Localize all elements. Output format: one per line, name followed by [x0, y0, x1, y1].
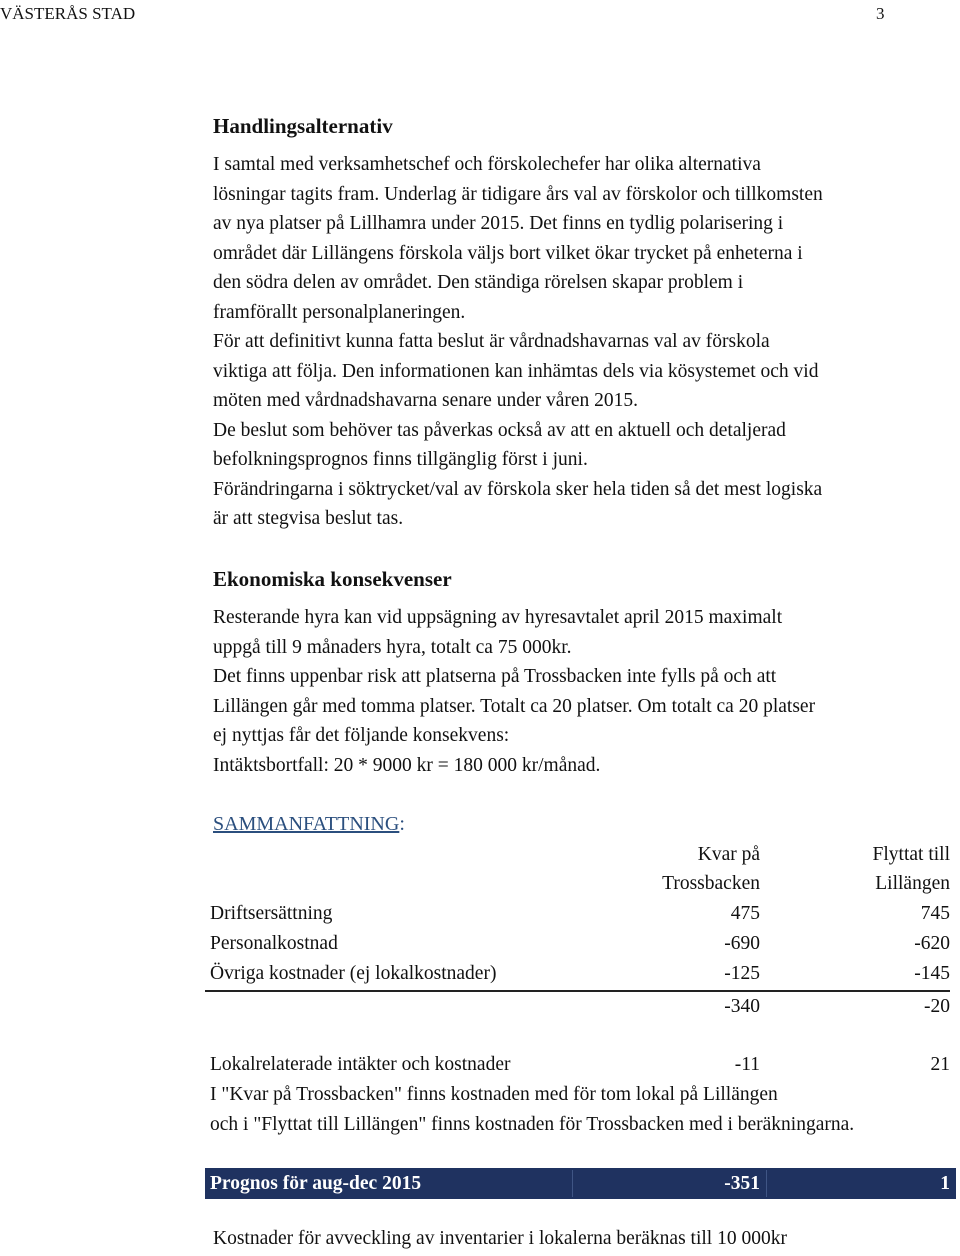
col-header-kvar: Kvar på: [697, 844, 760, 865]
prognos-label: Prognos för aug-dec 2015: [210, 1173, 422, 1194]
subtotal-kvar: -340: [724, 996, 760, 1017]
text-line: Resterande hyra kan vid uppsägning av hyresavtalet april 2015 maximalt: [213, 607, 783, 628]
text-line: Lillängen går med tomma platser. Totalt ca 20 platser. Om totalt ca 20 platser: [213, 695, 816, 717]
prognos-row: [205, 1168, 956, 1199]
col-header-flyttat: Flyttat till: [872, 844, 950, 865]
col-header-lillangen: Lillängen: [875, 873, 950, 894]
text-line: De beslut som behöver tas påverkas också av att en aktuell och detaljerad: [213, 419, 786, 441]
summary-heading-colon: :: [399, 813, 405, 835]
row-value-kvar: -690: [724, 933, 760, 954]
lokal-flyttat: 21: [930, 1054, 950, 1075]
prognos-flyttat: 1: [940, 1173, 950, 1194]
row-value-flyttat: -620: [914, 933, 950, 954]
table-header-row-2: [210, 869, 950, 899]
row-label: Övriga kostnader (ej lokalkostnader): [210, 963, 497, 984]
table-row: [210, 899, 950, 929]
text-line: viktiga att följa. Den informationen kan inhämtas dels via kösystemet och vid: [213, 360, 819, 382]
row-value-flyttat: 745: [920, 903, 950, 924]
ekonomi-paragraph: [213, 603, 913, 780]
row-label: Personalkostnad: [210, 933, 338, 954]
table-header-row-1: [210, 840, 950, 870]
row-value-flyttat: -145: [914, 963, 950, 984]
text-line: För att definitivt kunna fatta beslut är vårdnadshavarnas val av förskola: [213, 331, 770, 352]
text-line: ej nyttjas får det följande konsekvens:: [213, 725, 510, 746]
subtotal-row: [210, 992, 950, 1022]
prognos-separator: [572, 1170, 573, 1197]
summary-heading: [213, 813, 405, 836]
text-line: Förändringarna i söktrycket/val av förskola sker hela tiden så det mest logiska: [213, 478, 823, 500]
page-number: 3: [876, 4, 885, 23]
text-line: Intäktsbortfall: 20 * 9000 kr = 180 000 kr/månad.: [213, 754, 601, 776]
subtotal-flyttat: -20: [924, 996, 950, 1017]
text-line: av nya platser på Lillhamra under 2015. Det finns en tydlig polarisering i: [213, 213, 784, 234]
text-line: Det finns uppenbar risk att platserna på Trossbacken inte fylls på och att: [213, 666, 777, 687]
handling-paragraph: [213, 150, 913, 534]
row-label: Driftsersättning: [210, 903, 333, 924]
footer-note: Kostnader för avveckling av inventarier i lokalerna beräknas till 10 000kr: [213, 1228, 787, 1249]
text-line: möten med vårdnadshavarna senare under våren 2015.: [213, 390, 639, 411]
row-value-kvar: -125: [724, 963, 760, 984]
lokal-row: [210, 1050, 950, 1080]
text-line: I samtal med verksamhetschef och förskolechefer har olika alternativa: [213, 154, 761, 175]
note-line: och i "Flyttat till Lillängen" finns kostnaden för Trossbacken med i beräkningarna.: [210, 1114, 855, 1135]
prognos-separator: [766, 1170, 767, 1197]
row-value-kvar: 475: [730, 903, 760, 924]
table-row: [210, 929, 950, 959]
text-line: området där Lillängens förskola väljs bort vilket ökar trycket på enheterna i: [213, 242, 803, 264]
table-row: [210, 959, 950, 989]
section-heading-handlingsalternativ: Handlingsalternativ: [213, 114, 393, 138]
header-org: VÄSTERÅS STAD: [0, 4, 136, 23]
text-line: befolkningsprognos finns tillgänglig först i juni.: [213, 449, 588, 470]
col-header-trossbacken: Trossbacken: [662, 873, 760, 894]
text-line: den södra delen av området. Den ständiga rörelsen skapar problem i: [213, 272, 744, 293]
lokal-kvar: -11: [734, 1054, 760, 1075]
lokal-label: Lokalrelaterade intäkter och kostnader: [210, 1054, 511, 1075]
prognos-kvar: -351: [724, 1173, 760, 1194]
text-line: framförallt personalplaneringen.: [213, 301, 466, 323]
text-line: lösningar tagits fram. Underlag är tidigare års val av förskolor och tillkomsten: [213, 183, 823, 205]
note-line: I "Kvar på Trossbacken" finns kostnaden med för tom lokal på Lillängen: [210, 1084, 778, 1105]
text-line: är att stegvisa beslut tas.: [213, 508, 404, 529]
section-heading-ekonomiska-konsekvenser: Ekonomiska konsekvenser: [213, 567, 452, 591]
text-line: uppgå till 9 månaders hyra, totalt ca 75 000kr.: [213, 636, 572, 658]
summary-heading-text: SAMMANFATTNING: [213, 813, 400, 835]
